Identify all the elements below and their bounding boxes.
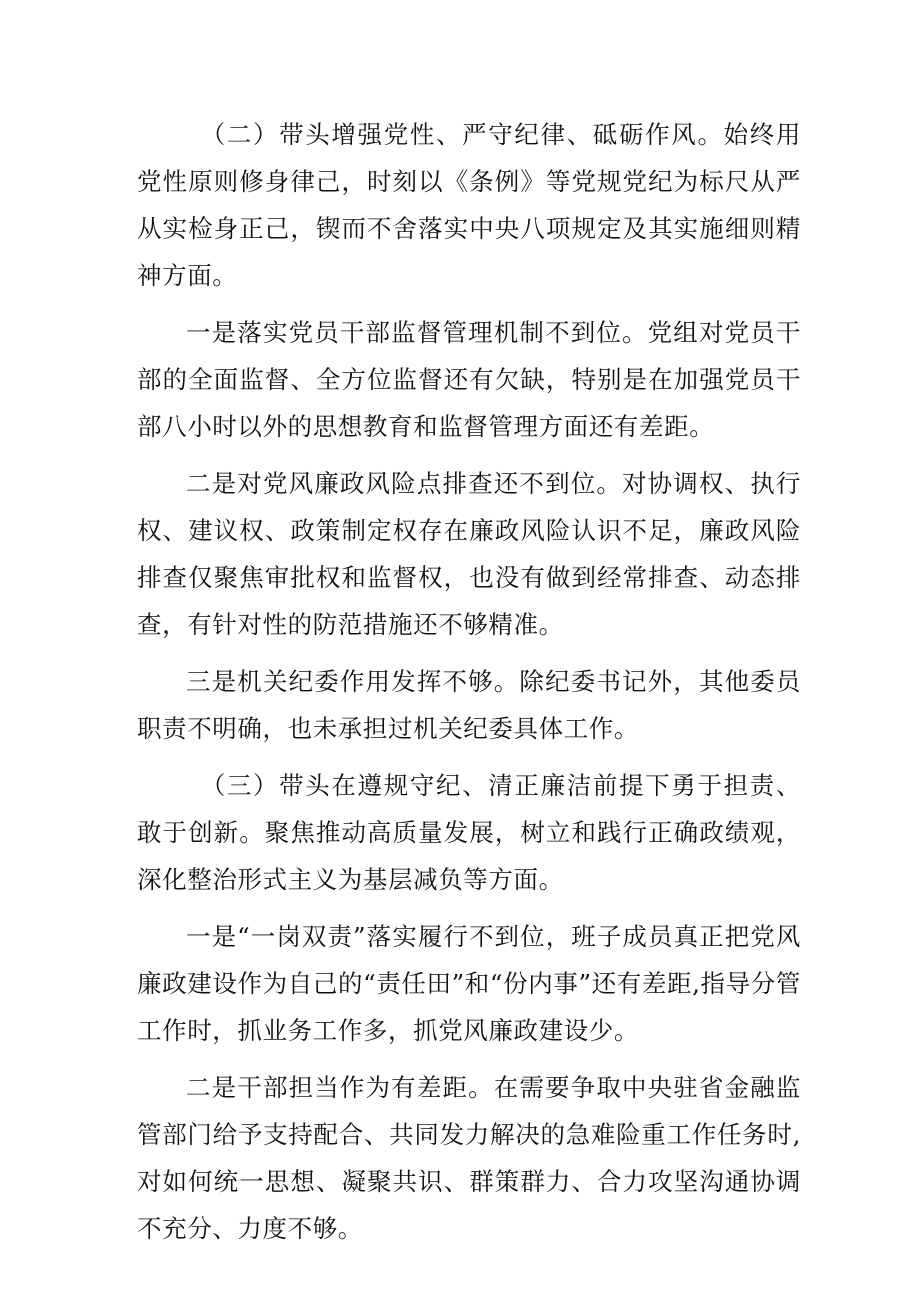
paragraph-item-3: 三是机关纪委作用发挥不够。除纪委书记外，其他委员职责不明确，也未承担过机关纪委具体工作。	[137, 667, 801, 743]
paragraph-item-4: 一是“一岗双责”落实履行不到位，班子成员真正把党风廉政建设作为自己的“责任田”和“份内事”还有差距,指导分管工作时，抓业务工作多，抓党风廉政建设少。	[137, 922, 801, 1045]
paragraph-item-1: 一是落实党员干部监督管理机制不到位。党组对党员干部的全面监督、全方位监督还有欠缺，特别是在加强党员干部八小时以外的思想教育和监督管理方面还有差距。	[137, 318, 801, 441]
section-heading-paragraph-3: （三）带头在遵规守纪、清正廉洁前提下勇于担责、敢于创新。聚焦推动高质量发展，树立和践行正确政绩观，深化整治形式主义为基层减负等方面。	[137, 771, 801, 894]
document-body	[137, 111, 801, 1262]
paragraph-item-5: 二是干部担当作为有差距。在需要争取中央驻省金融监管部门给予支持配合、共同发力解决的急难险重工作任务时,对如何统一思想、凝聚共识、群策群力、合力攻坚沟通协调不充分、力度不够。	[137, 1073, 801, 1243]
paragraph-item-2: 二是对党风廉政风险点排查还不到位。对协调权、执行权、建议权、政策制定权存在廉政风险认识不足，廉政风险排查仅聚焦审批权和监督权，也没有做到经常排查、动态排查，有针对性的防范措施还不够精准。	[137, 469, 801, 639]
section-heading-paragraph-2: （二）带头增强党性、严守纪律、砥砺作风。始终用党性原则修身律己，时刻以《条例》等党规党纪为标尺从严从实检身正己，锲而不舍落实中央八项规定及其实施细则精神方面。	[137, 120, 801, 290]
